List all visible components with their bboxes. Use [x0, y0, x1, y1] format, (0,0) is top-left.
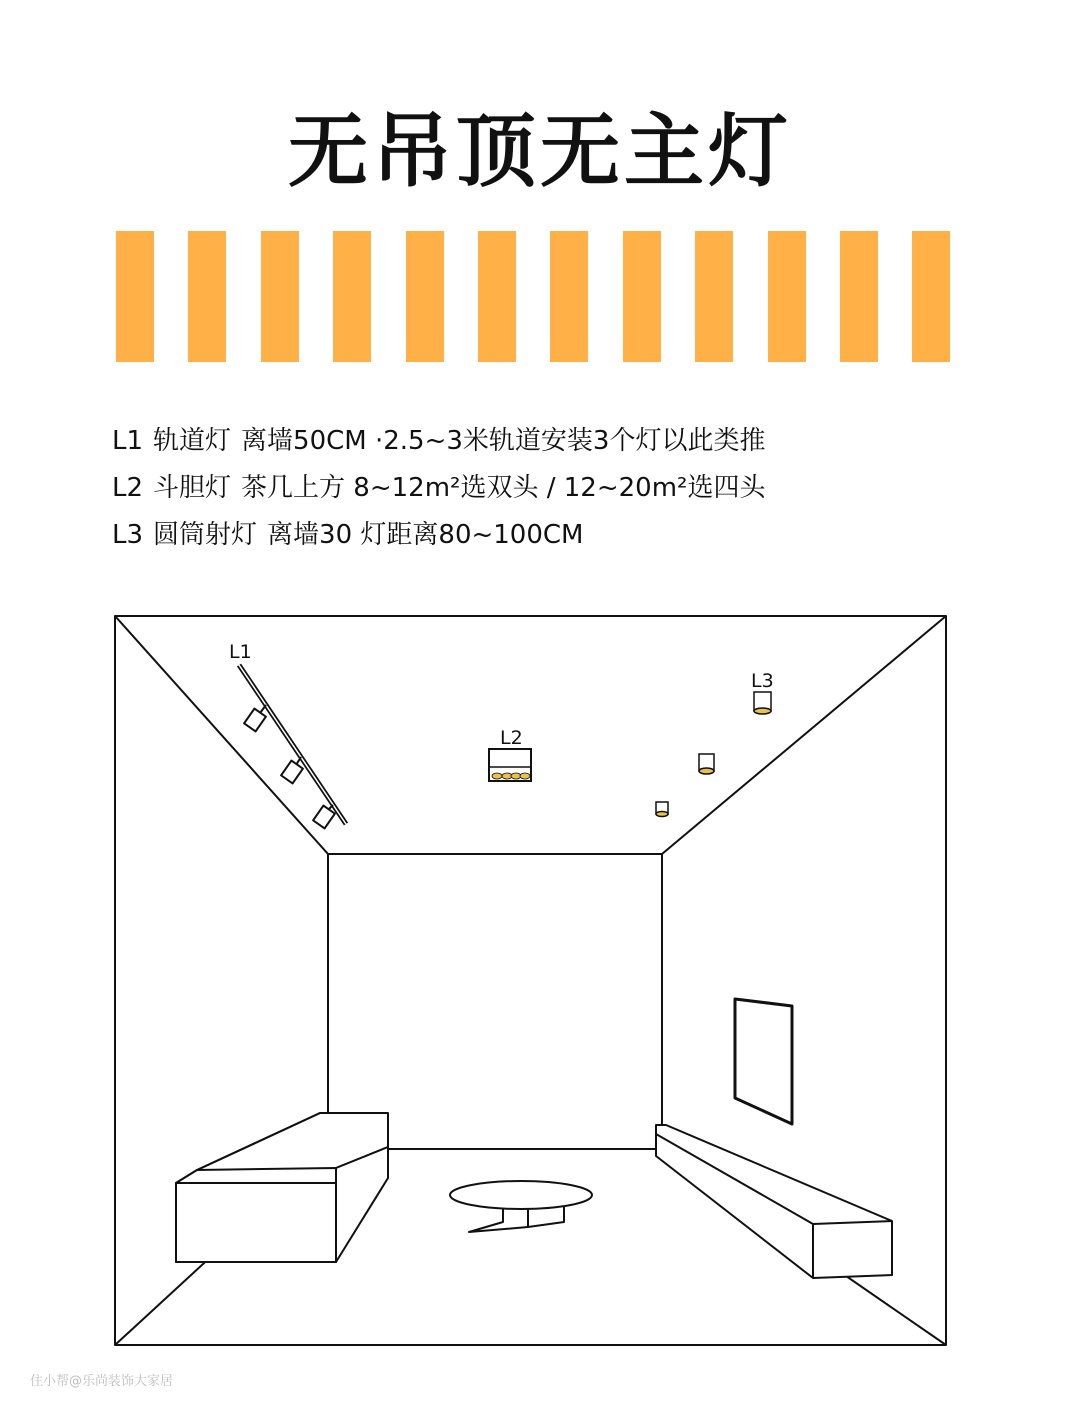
- ceiling-edge-left: [115, 616, 328, 854]
- wall-art-icon: [735, 999, 792, 1124]
- label-l2: L2: [500, 727, 523, 749]
- coffee-table-icon: [450, 1181, 592, 1232]
- downlight-icon: [656, 692, 771, 817]
- page-title: 无吊顶无主灯: [288, 105, 792, 198]
- legend-desc: 离墙30 灯距离80~100CM: [267, 520, 584, 550]
- legend-name: 轨道灯: [153, 426, 232, 456]
- tv-cabinet-icon: [656, 1125, 892, 1278]
- legend-desc: 茶几上方 8~12m²选双头 / 12~20m²选四头: [241, 473, 766, 503]
- back-wall: [328, 854, 662, 1149]
- ceiling-edge-right: [662, 616, 946, 854]
- grille-spotlight-icon: [489, 749, 531, 781]
- legend-code: L1: [112, 426, 144, 456]
- track-light-icon: [239, 665, 346, 828]
- legend-code: L2: [112, 473, 144, 503]
- legend-name: 圆筒射灯: [153, 520, 258, 550]
- legend-desc: 离墙50CM ·2.5~3米轨道安装3个灯以此类推: [241, 426, 766, 456]
- label-l3: L3: [751, 670, 774, 692]
- legend-code: L3: [112, 520, 144, 550]
- label-l1: L1: [229, 641, 252, 663]
- sofa-icon: [176, 1113, 388, 1262]
- legend-name: 斗胆灯: [153, 473, 232, 503]
- watermark-text: 住小帮@乐尚装饰大家居: [30, 1374, 174, 1389]
